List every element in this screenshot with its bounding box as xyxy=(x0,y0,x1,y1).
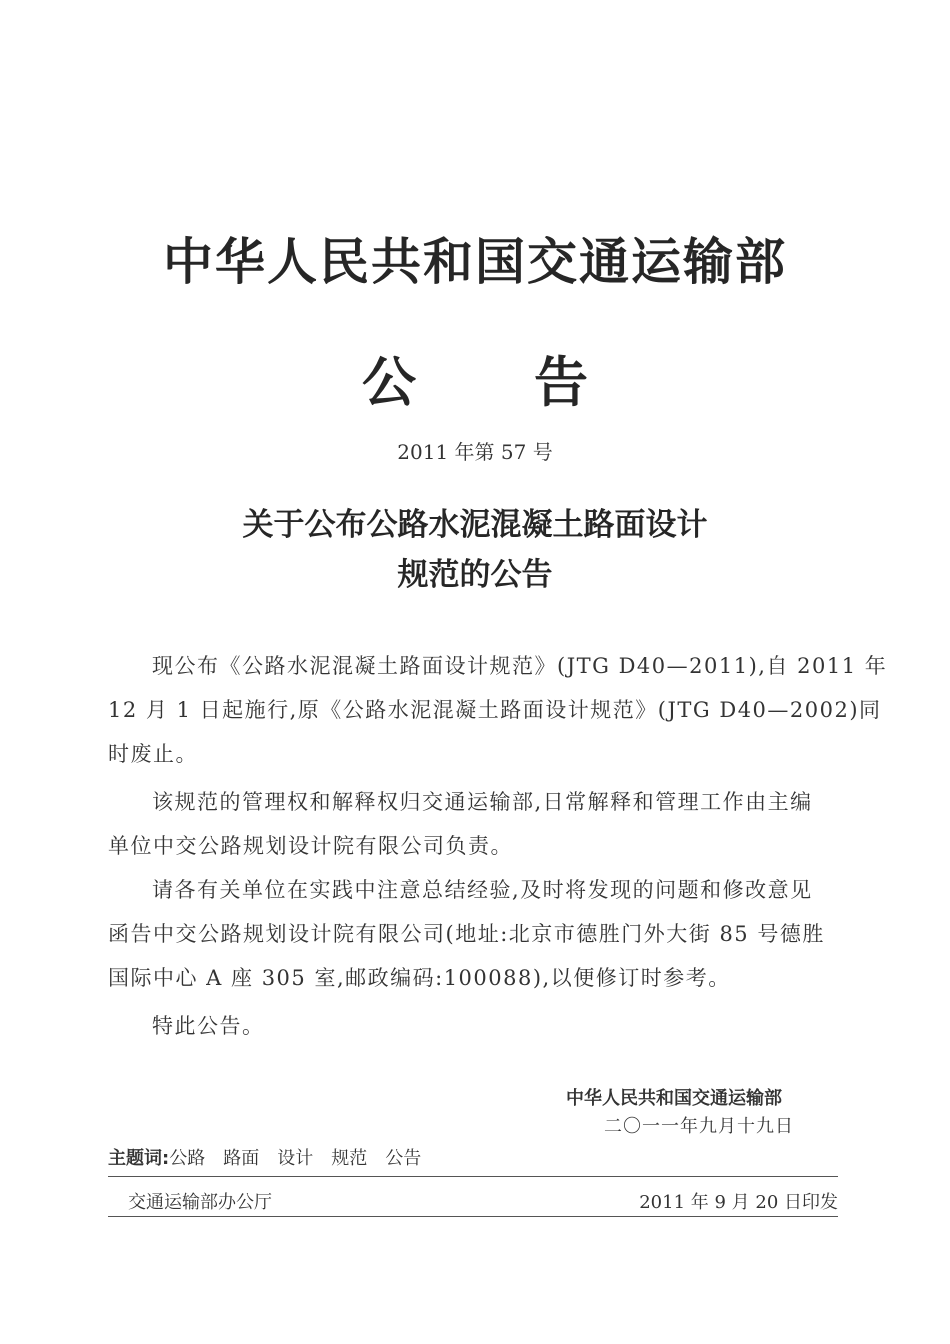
document-title xyxy=(0,500,950,600)
subject-keywords xyxy=(108,1144,439,1170)
footer-issuer: 交通运输部办公厅 xyxy=(128,1192,272,1213)
keyword-item: 公告 xyxy=(385,1148,422,1169)
signature-date: 二〇一一年九月十九日 xyxy=(604,1116,794,1137)
keyword-item: 路面 xyxy=(223,1148,260,1169)
body-paragraph-3-line-2: 函告中交公路规划设计院有限公司(地址:北京市德胜门外大街 85 号德胜 xyxy=(108,922,825,946)
announcement-heading-char-1: 公 xyxy=(362,350,416,414)
document-number: 2011 年第 57 号 xyxy=(397,440,553,464)
body-paragraph-2-line-1: 该规范的管理权和解释权归交通运输部,日常解释和管理工作由主编 xyxy=(152,790,813,814)
body-closing-line: 特此公告。 xyxy=(152,1014,265,1038)
announcement-heading-char-2: 告 xyxy=(534,350,588,414)
issuing-ministry-heading: 中华人民共和国交通运输部 xyxy=(163,232,787,291)
body-paragraph-2-line-2: 单位中交公路规划设计院有限公司负责。 xyxy=(108,834,513,858)
keywords-label: 主题词: xyxy=(108,1148,170,1169)
body-paragraph-3-line-3: 国际中心 A 座 305 室,邮政编码:100088),以便修订时参考。 xyxy=(108,966,731,990)
footer-top-rule xyxy=(108,1176,838,1177)
keyword-item: 规范 xyxy=(331,1148,368,1169)
signature-organization: 中华人民共和国交通运输部 xyxy=(566,1088,782,1109)
body-paragraph-3-line-1: 请各有关单位在实践中注意总结经验,及时将发现的问题和修改意见 xyxy=(152,878,813,902)
document-title-line-2: 规范的公告 xyxy=(397,557,553,593)
body-paragraph-1-line-1: 现公布《公路水泥混凝土路面设计规范》(JTG D40—2011),自 2011 年 xyxy=(152,654,888,678)
announcement-heading xyxy=(0,340,950,417)
keyword-item: 公路 xyxy=(169,1148,206,1169)
footer-bottom-rule xyxy=(108,1216,838,1217)
document-title-line-1: 关于公布公路水泥混凝土路面设计 xyxy=(242,507,708,543)
footer-print-date: 2011 年 9 月 20 日印发 xyxy=(639,1192,838,1213)
body-paragraph-1-line-3: 时废止。 xyxy=(108,742,198,766)
body-paragraph-1-line-2: 12 月 1 日起施行,原《公路水泥混凝土路面设计规范》(JTG D40—2002)同 xyxy=(108,698,882,722)
keyword-item: 设计 xyxy=(277,1148,314,1169)
